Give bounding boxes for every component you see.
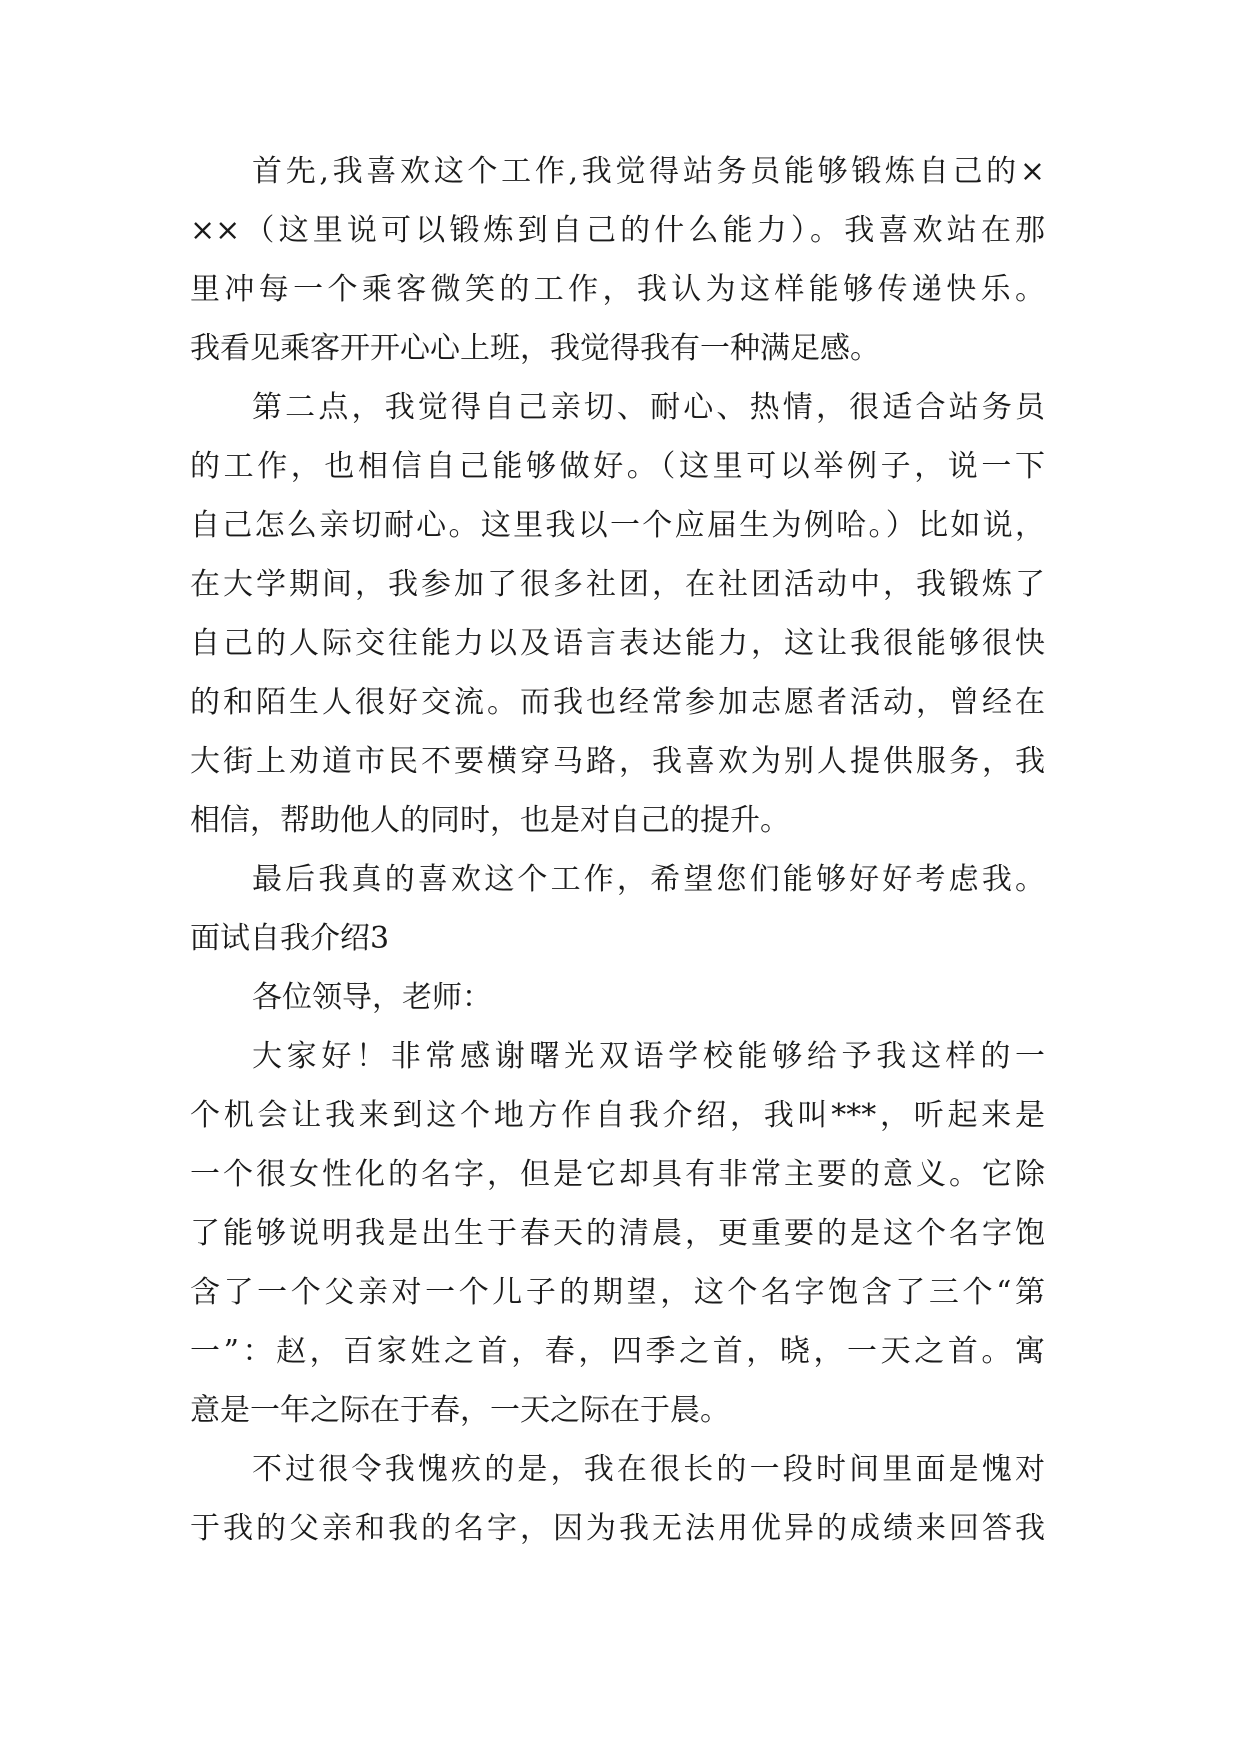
paragraph-line: 自己怎么亲切耐心。这里我以一个应届生为例哈。）比如说， [190,508,1045,543]
paragraph-line: 我看见乘客开开心心上班，我觉得我有一种满足感。 [190,331,880,366]
paragraph-line: 一”：赵，百家姓之首，春，四季之首，晓，一天之首。寓 [190,1334,1045,1369]
paragraph-line: 的工作，也相信自己能够做好。（这里可以举例子，说一下 [190,449,1045,484]
paragraph-line: 了能够说明我是出生于春天的清晨，更重要的是这个名字饱 [190,1216,1045,1251]
paragraph-line: 含了一个父亲对一个儿子的期望，这个名字饱含了三个“第 [190,1275,1045,1310]
paragraph-line: 的和陌生人很好交流。而我也经常参加志愿者活动，曾经在 [190,685,1045,720]
paragraph-line: 不过很令我愧疚的是，我在很长的一段时间里面是愧对 [252,1452,1045,1487]
paragraph-line: 在大学期间，我参加了很多社团，在社团活动中，我锻炼了 [190,567,1045,602]
paragraph-line: 大街上劝道市民不要横穿马路，我喜欢为别人提供服务，我 [190,744,1045,779]
paragraph-line: 最后我真的喜欢这个工作，希望您们能够好好考虑我。 [252,862,1045,897]
paragraph-line: ××（这里说可以锻炼到自己的什么能力）。我喜欢站在那 [190,213,1045,248]
paragraph-line: 一个很女性化的名字，但是它却具有非常主要的意义。它除 [190,1157,1045,1192]
paragraph-line: 首先,我喜欢这个工作,我觉得站务员能够锻炼自己的× [252,154,1045,189]
paragraph-line: 个机会让我来到这个地方作自我介绍，我叫***，听起来是 [190,1098,1045,1133]
paragraph-line: 于我的父亲和我的名字，因为我无法用优异的成绩来回答我 [190,1511,1045,1546]
section-heading: 面试自我介绍3 [190,921,390,956]
paragraph-line: 第二点，我觉得自己亲切、耐心、热情，很适合站务员 [252,390,1045,425]
paragraph-line: 相信，帮助他人的同时，也是对自己的提升。 [190,803,790,838]
paragraph-line: 自己的人际交往能力以及语言表达能力，这让我很能够很快 [190,626,1045,661]
paragraph-line: 里冲每一个乘客微笑的工作，我认为这样能够传递快乐。 [190,272,1045,307]
salutation: 各位领导，老师： [252,980,492,1015]
paragraph-line: 意是一年之际在于春，一天之际在于晨。 [190,1393,730,1428]
paragraph-line: 大家好！非常感谢曙光双语学校能够给予我这样的一 [252,1039,1045,1074]
